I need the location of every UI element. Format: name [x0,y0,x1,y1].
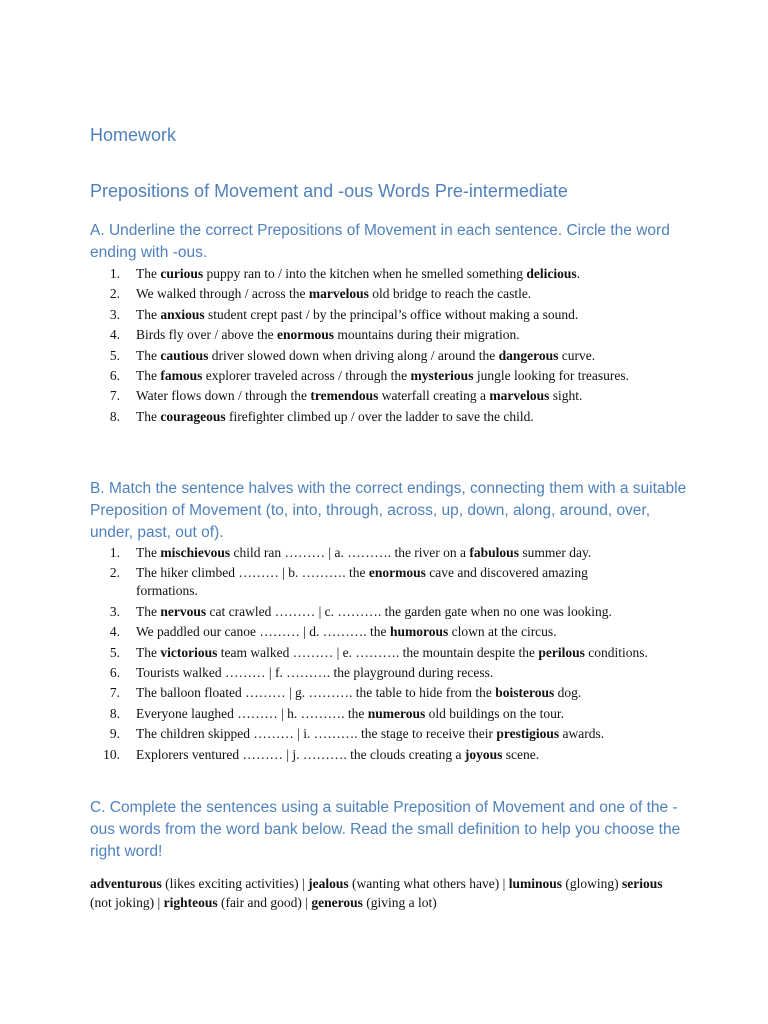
item-number: 7. [109,388,120,404]
item-number: 1. [109,266,120,281]
item-number: 9. [109,726,120,742]
section-b-heading: B. Match the sentence halves with the correct endings, connecting them with a suitable Preposition of Movement (to, into, through, across, up, down, along, around, over, under, past, out of). [90,480,687,541]
list-item [90,367,650,385]
section-b-list [90,544,650,766]
item-text: Tourists walked ……… | f. ………. the playground during recess. [136,664,494,680]
ous-word: anxious [160,306,205,322]
list-item [90,387,650,405]
item-number: 3. [109,306,120,322]
ous-word: enormous [368,565,426,581]
item-number: 4. [109,327,120,343]
item-number: 2. [109,565,120,581]
ous-word: curious [160,266,204,281]
list-item [90,544,650,562]
ous-word: mysterious [410,367,474,383]
item-text: The victorious team walked ……… | e. ………. the mountain despite the perilous conditions. [136,644,648,660]
list-item [90,326,650,344]
ous-word: mischievous [160,545,231,560]
list-item [90,705,650,723]
ous-word: numerous [367,705,426,721]
item-number: 4. [109,624,120,640]
item-text: Birds fly over / above the enormous mountains during their migration. [136,327,520,343]
item-text: The cautious driver slowed down when driving along / around the dangerous curve. [136,347,596,363]
list-item [90,306,650,324]
ous-word: adventurous [90,876,162,891]
list-item [90,285,650,303]
item-text: Water flows down / through the tremendous waterfall creating a marvelous sight. [136,388,583,404]
item-text: The curious puppy ran to / into the kitchen when he smelled something delicious. [136,266,580,281]
list-item [90,664,650,682]
ous-word: righteous [163,895,218,910]
item-number: 5. [109,644,120,660]
list-item [90,603,650,621]
section-c-heading: C. Complete the sentences using a suitable Preposition of Movement and one of the -ous words from the word bank below. Read the small definition to help you choose the right word! [90,799,681,860]
list-item [90,347,650,365]
section-a-heading: A. Underline the correct Prepositions of Movement in each sentence. Circle the word ending with -ous. [90,222,670,261]
list-item [90,623,650,641]
ous-word: prestigious [496,726,560,742]
list-item [90,644,650,662]
item-text: The nervous cat crawled ……… | c. ………. the garden gate when no one was looking. [136,603,612,619]
section-a-list [90,265,650,428]
item-text: The courageous firefighter climbed up / over the ladder to save the child. [136,408,534,424]
item-number: 1. [109,545,120,560]
item-text: The balloon floated ……… | g. ………. the table to hide from the boisterous dog. [136,685,582,701]
ous-word: jealous [308,876,349,891]
list-item [90,746,650,764]
item-text: Explorers ventured ……… | j. ………. the clouds creating a joyous scene. [136,746,540,762]
page-title: Homework [90,125,177,145]
item-text: We paddled our canoe ……… | d. ………. the humorous clown at the circus. [136,624,557,640]
ous-word: generous [311,895,363,910]
item-text: The famous explorer traveled across / through the mysterious jungle looking for treasures. [136,367,630,383]
word-bank: adventurous (likes exciting activities) | jealous (wanting what others have) | luminous (glowing) serious (not joking) | righteous (fair and good) | generous (giving a lot) [90,876,663,910]
ous-word: fabulous [469,545,519,560]
list-item [90,684,650,702]
ous-word: courageous [160,408,226,424]
ous-word: cautious [160,347,209,363]
ous-word: victorious [160,644,218,660]
item-text: The mischievous child ran ……… | a. ………. the river on a fabulous summer day. [136,545,592,560]
ous-word: tremendous [310,388,379,404]
ous-word: luminous [508,876,563,891]
item-number: 7. [109,685,120,701]
ous-word: nervous [160,603,207,619]
ous-word: joyous [464,746,503,762]
item-number: 3. [109,603,120,619]
ous-word: serious [622,876,663,891]
item-text: Everyone laughed ……… | h. ………. the numerous old buildings on the tour. [136,705,565,721]
ous-word: humorous [389,624,449,640]
ous-word: enormous [276,327,334,343]
item-number: 8. [109,408,120,424]
list-item [90,408,650,426]
list-item [90,564,650,600]
item-number: 6. [109,367,120,383]
ous-word: boisterous [495,685,555,701]
ous-word: perilous [538,644,585,660]
item-text: The children skipped ……… | i. ………. the stage to receive their prestigious awards. [136,726,605,742]
item-number: 6. [109,664,120,680]
item-text: We walked through / across the marvelous old bridge to reach the castle. [136,286,532,302]
list-item [90,265,650,283]
item-number: 2. [109,286,120,302]
item-number: 8. [109,705,120,721]
item-number: 10. [103,746,120,762]
ous-word: marvelous [308,286,369,302]
item-text: The anxious student crept past / by the principal’s office without making a sound. [136,306,579,322]
ous-word: delicious [526,266,577,281]
ous-word: marvelous [489,388,550,404]
ous-word: dangerous [498,347,559,363]
worksheet-title: Prepositions of Movement and -ous Words Pre-intermediate [90,181,568,201]
item-text: The hiker climbed ……… | b. ………. the enormous cave and discovered amazing formations. [136,565,588,599]
list-item [90,725,650,743]
item-number: 5. [109,347,120,363]
ous-word: famous [160,367,203,383]
